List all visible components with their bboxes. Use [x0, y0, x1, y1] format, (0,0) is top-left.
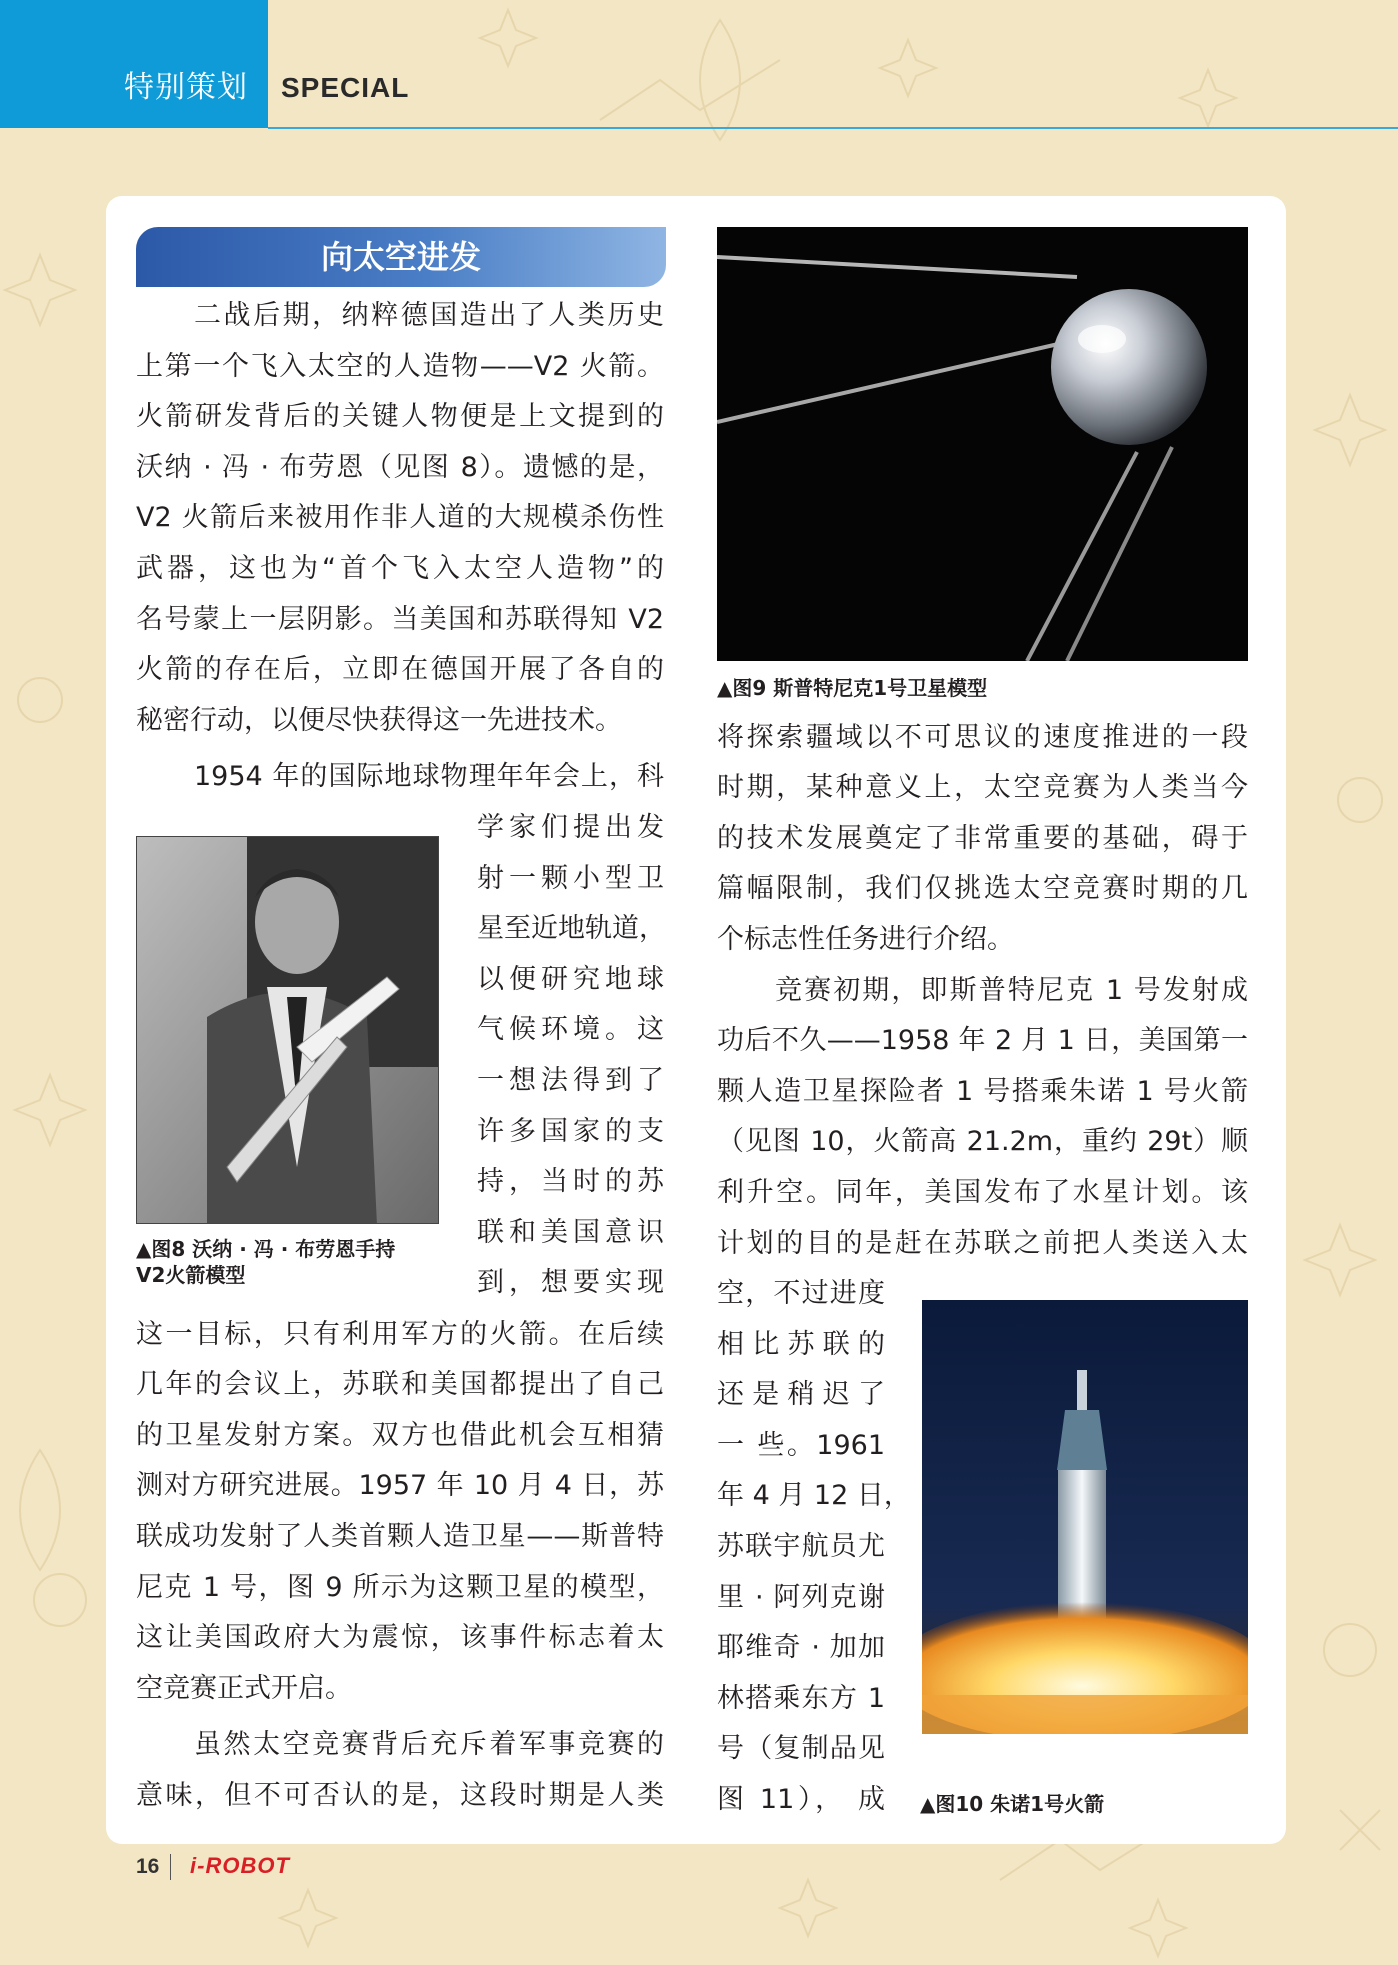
paragraph-line: 空，不过进度: [717, 1278, 885, 1309]
paragraph-line: （见图 10，火箭高 21.2m，重约 29t）顺: [717, 1126, 1248, 1157]
paragraph-line: 以便研究地球: [477, 964, 664, 995]
figure-8-photo: [136, 836, 439, 1224]
paragraph-line: 射一颗小型卫: [477, 863, 664, 894]
paragraph-line: 竞赛初期，即斯普特尼克 1 号发射成: [775, 975, 1248, 1006]
figure-9-photo: [717, 227, 1248, 661]
figure-10-photo: [922, 1300, 1248, 1734]
header-rule: [268, 127, 1398, 129]
paragraph-line: 个标志性任务进行介绍。: [717, 924, 1014, 955]
paragraph-line: 星至近地轨道，: [477, 913, 666, 944]
footer-divider: [170, 1854, 171, 1880]
paragraph-line: 二战后期，纳粹德国造出了人类历史: [194, 300, 664, 331]
paragraph-line: 气候环境。这: [477, 1014, 664, 1045]
paragraph-line: 持，当时的苏: [477, 1166, 664, 1197]
paragraph-line: 一想法得到了: [477, 1065, 664, 1096]
figure-9-caption: ▲图9 斯普特尼克1号卫星模型: [717, 676, 988, 700]
paragraph-line: 这一目标，只有利用军方的火箭。在后续: [136, 1319, 664, 1350]
paragraph-line: 联和美国意识: [477, 1217, 664, 1248]
paragraph-line: V2 火箭后来被用作非人道的大规模杀伤性: [136, 502, 664, 533]
paragraph-line: 耶维奇 · 加加: [717, 1632, 885, 1663]
paragraph-line: 利升空。同年，美国发布了水星计划。该: [717, 1177, 1248, 1208]
paragraph-line: 尼克 1 号，图 9 所示为这颗卫星的模型，: [136, 1572, 664, 1603]
paragraph-line: 年 4 月 12 日，: [717, 1480, 911, 1511]
paragraph-line: 武器，这也为“首个飞入太空人造物”的: [136, 553, 664, 584]
figure-8-caption: [136, 1236, 395, 1288]
paragraph-line: 名号蒙上一层阴影。当美国和苏联得知 V2: [136, 604, 664, 635]
page-number: 16: [136, 1855, 160, 1878]
paragraph-line: 这让美国政府大为震惊，该事件标志着太: [136, 1622, 664, 1653]
paragraph-line: 的技术发展奠定了非常重要的基础，碍于: [717, 823, 1248, 854]
header-special-label: SPECIAL: [281, 72, 410, 103]
header-section-label: 特别策划: [124, 70, 248, 105]
paragraph-line: 上第一个飞入太空的人造物——V2 火箭。: [136, 351, 664, 382]
paragraph-line: 的卫星发射方案。双方也借此机会互相猜: [136, 1420, 664, 1451]
paragraph-line: 还是稍迟了: [717, 1379, 885, 1410]
figure-8-caption-line: ▲图8 沃纳 · 冯 · 布劳恩手持: [136, 1237, 396, 1261]
paragraph-line: 空竞赛正式开启。: [136, 1673, 352, 1704]
paragraph-line: 沃纳 · 冯 · 布劳恩（见图 8）。遗憾的是，: [136, 452, 664, 483]
figure-10-caption: ▲图10 朱诺1号火箭: [920, 1792, 1105, 1816]
paragraph-line: 意味，但不可否认的是，这段时期是人类: [136, 1780, 664, 1811]
paragraph-line: 秘密行动，以便尽快获得这一先进技术。: [136, 705, 622, 736]
paragraph-line: 几年的会议上，苏联和美国都提出了自己: [136, 1369, 664, 1400]
paragraph-line: 学家们提出发: [477, 812, 664, 843]
paragraph-line: 林搭乘东方 1: [717, 1683, 885, 1714]
paragraph-line: 火箭的存在后，立即在德国开展了各自的: [136, 654, 664, 685]
paragraph-line: 一 些。1961: [717, 1430, 885, 1461]
header-section-band: [0, 0, 268, 128]
paragraph-line: 计划的目的是赶在苏联之前把人类送入太: [717, 1228, 1248, 1259]
paragraph-line: 相比苏联的: [717, 1329, 885, 1360]
paragraph-line: 联成功发射了人类首颗人造卫星——斯普特: [136, 1521, 664, 1552]
paragraph-line: 功后不久——1958 年 2 月 1 日，美国第一: [717, 1025, 1248, 1056]
paragraph-line: 时期，某种意义上，太空竞赛为人类当今: [717, 772, 1248, 803]
paragraph-line: 到，想要实现: [477, 1267, 664, 1298]
paragraph-line: 火箭研发背后的关键人物便是上文提到的: [136, 401, 664, 432]
paragraph-line: 号（复制品见: [717, 1733, 885, 1764]
paragraph-line: 颗人造卫星探险者 1 号搭乘朱诺 1 号火箭: [717, 1076, 1248, 1107]
paragraph-line: 许多国家的支: [477, 1116, 664, 1147]
figure-8-caption-line: V2火箭模型: [136, 1263, 246, 1287]
article-title: 向太空进发: [320, 238, 481, 276]
magazine-logo: i-ROBOT: [190, 1853, 290, 1878]
paragraph-line: 1954 年的国际地球物理年年会上，科: [194, 761, 664, 792]
paragraph-line: 虽然太空竞赛背后充斥着军事竞赛的: [194, 1729, 664, 1760]
paragraph-line: 里 · 阿列克谢: [717, 1582, 885, 1613]
paragraph-line: 篇幅限制，我们仅挑选太空竞赛时期的几: [717, 873, 1248, 904]
paragraph-line: 苏联宇航员尤: [717, 1531, 885, 1562]
paragraph-line: 将探索疆域以不可思议的速度推进的一段: [717, 722, 1248, 753]
paragraph-line: 图 11）， 成: [717, 1784, 885, 1815]
paragraph-line: 测对方研究进展。1957 年 10 月 4 日，苏: [136, 1470, 664, 1501]
